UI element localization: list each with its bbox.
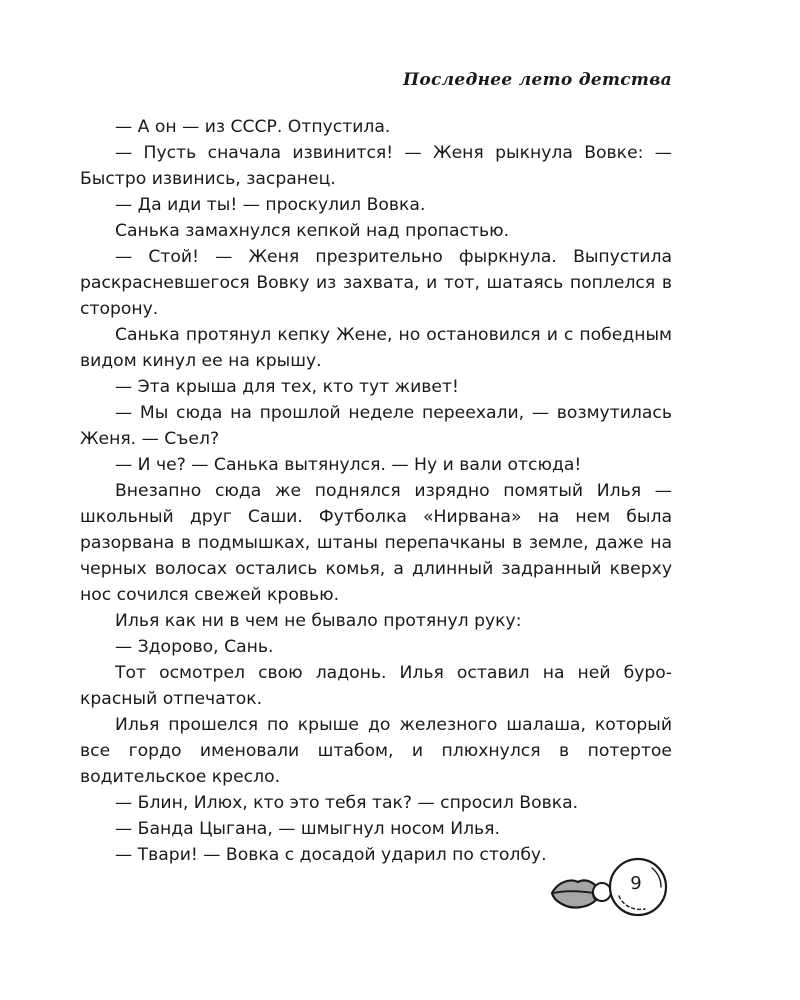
- paragraph: — А он — из СССР. Отпустила.: [115, 117, 391, 137]
- paragraph: — И че? — Санька вытянулся. — Ну и вали отсюда!: [115, 455, 582, 475]
- page-number: 9: [630, 873, 642, 894]
- lips-bubblegum-icon: [548, 856, 674, 922]
- paragraph: Санька замахнулся кепкой над пропастью.: [115, 221, 510, 241]
- paragraph: Санька протянул кепку Жене, но остановился и с победным видом кинул ее на крышу.: [80, 325, 672, 371]
- paragraph: — Блин, Илюх, кто это тебя так? — спросил Вовка.: [115, 793, 579, 813]
- paragraph: — Мы сюда на прошлой неделе переехали, — возмутилась Женя. — Съел?: [80, 403, 672, 449]
- paragraph: — Стой! — Женя презрительно фыркнула. Выпустила раскрасневшегося Вовку из захвата, и тот, шатаясь поплелся в сторону.: [80, 247, 672, 319]
- paragraph: — Банда Цыгана, — шмыгнул носом Илья.: [115, 819, 500, 839]
- paragraph: — Эта крыша для тех, кто тут живет!: [115, 377, 459, 397]
- body-text: [80, 114, 672, 868]
- paragraph: Илья как ни в чем не бывало протянул руку:: [115, 611, 522, 631]
- paragraph: — Твари! — Вовка с досадой ударил по столбу.: [115, 845, 547, 865]
- paragraph: Илья прошелся по крыше до железного шалаша, который все гордо именовали штабом, и плюхнулся в потертое водительское кресло.: [80, 715, 672, 787]
- paragraph: Внезапно сюда же поднялся изрядно помятый Илья — школьный друг Саши. Футболка «Нирвана» на нем была разорвана в подмышках, штаны перепачканы в земле, даже на черных волосах остались комья, а длинный задранный кверху нос сочился свежей кровью.: [80, 481, 672, 605]
- paragraph: — Да иди ты! — проскулил Вовка.: [115, 195, 426, 215]
- running-title: Последнее лето детства: [402, 70, 672, 90]
- paragraph: — Пусть сначала извинится! — Женя рыкнула Вовке: — Быстро извинись, засранец.: [80, 143, 672, 189]
- paragraph: — Здорово, Сань.: [115, 637, 274, 657]
- paragraph: Тот осмотрел свою ладонь. Илья оставил на ней буро-красный отпечаток.: [80, 663, 672, 709]
